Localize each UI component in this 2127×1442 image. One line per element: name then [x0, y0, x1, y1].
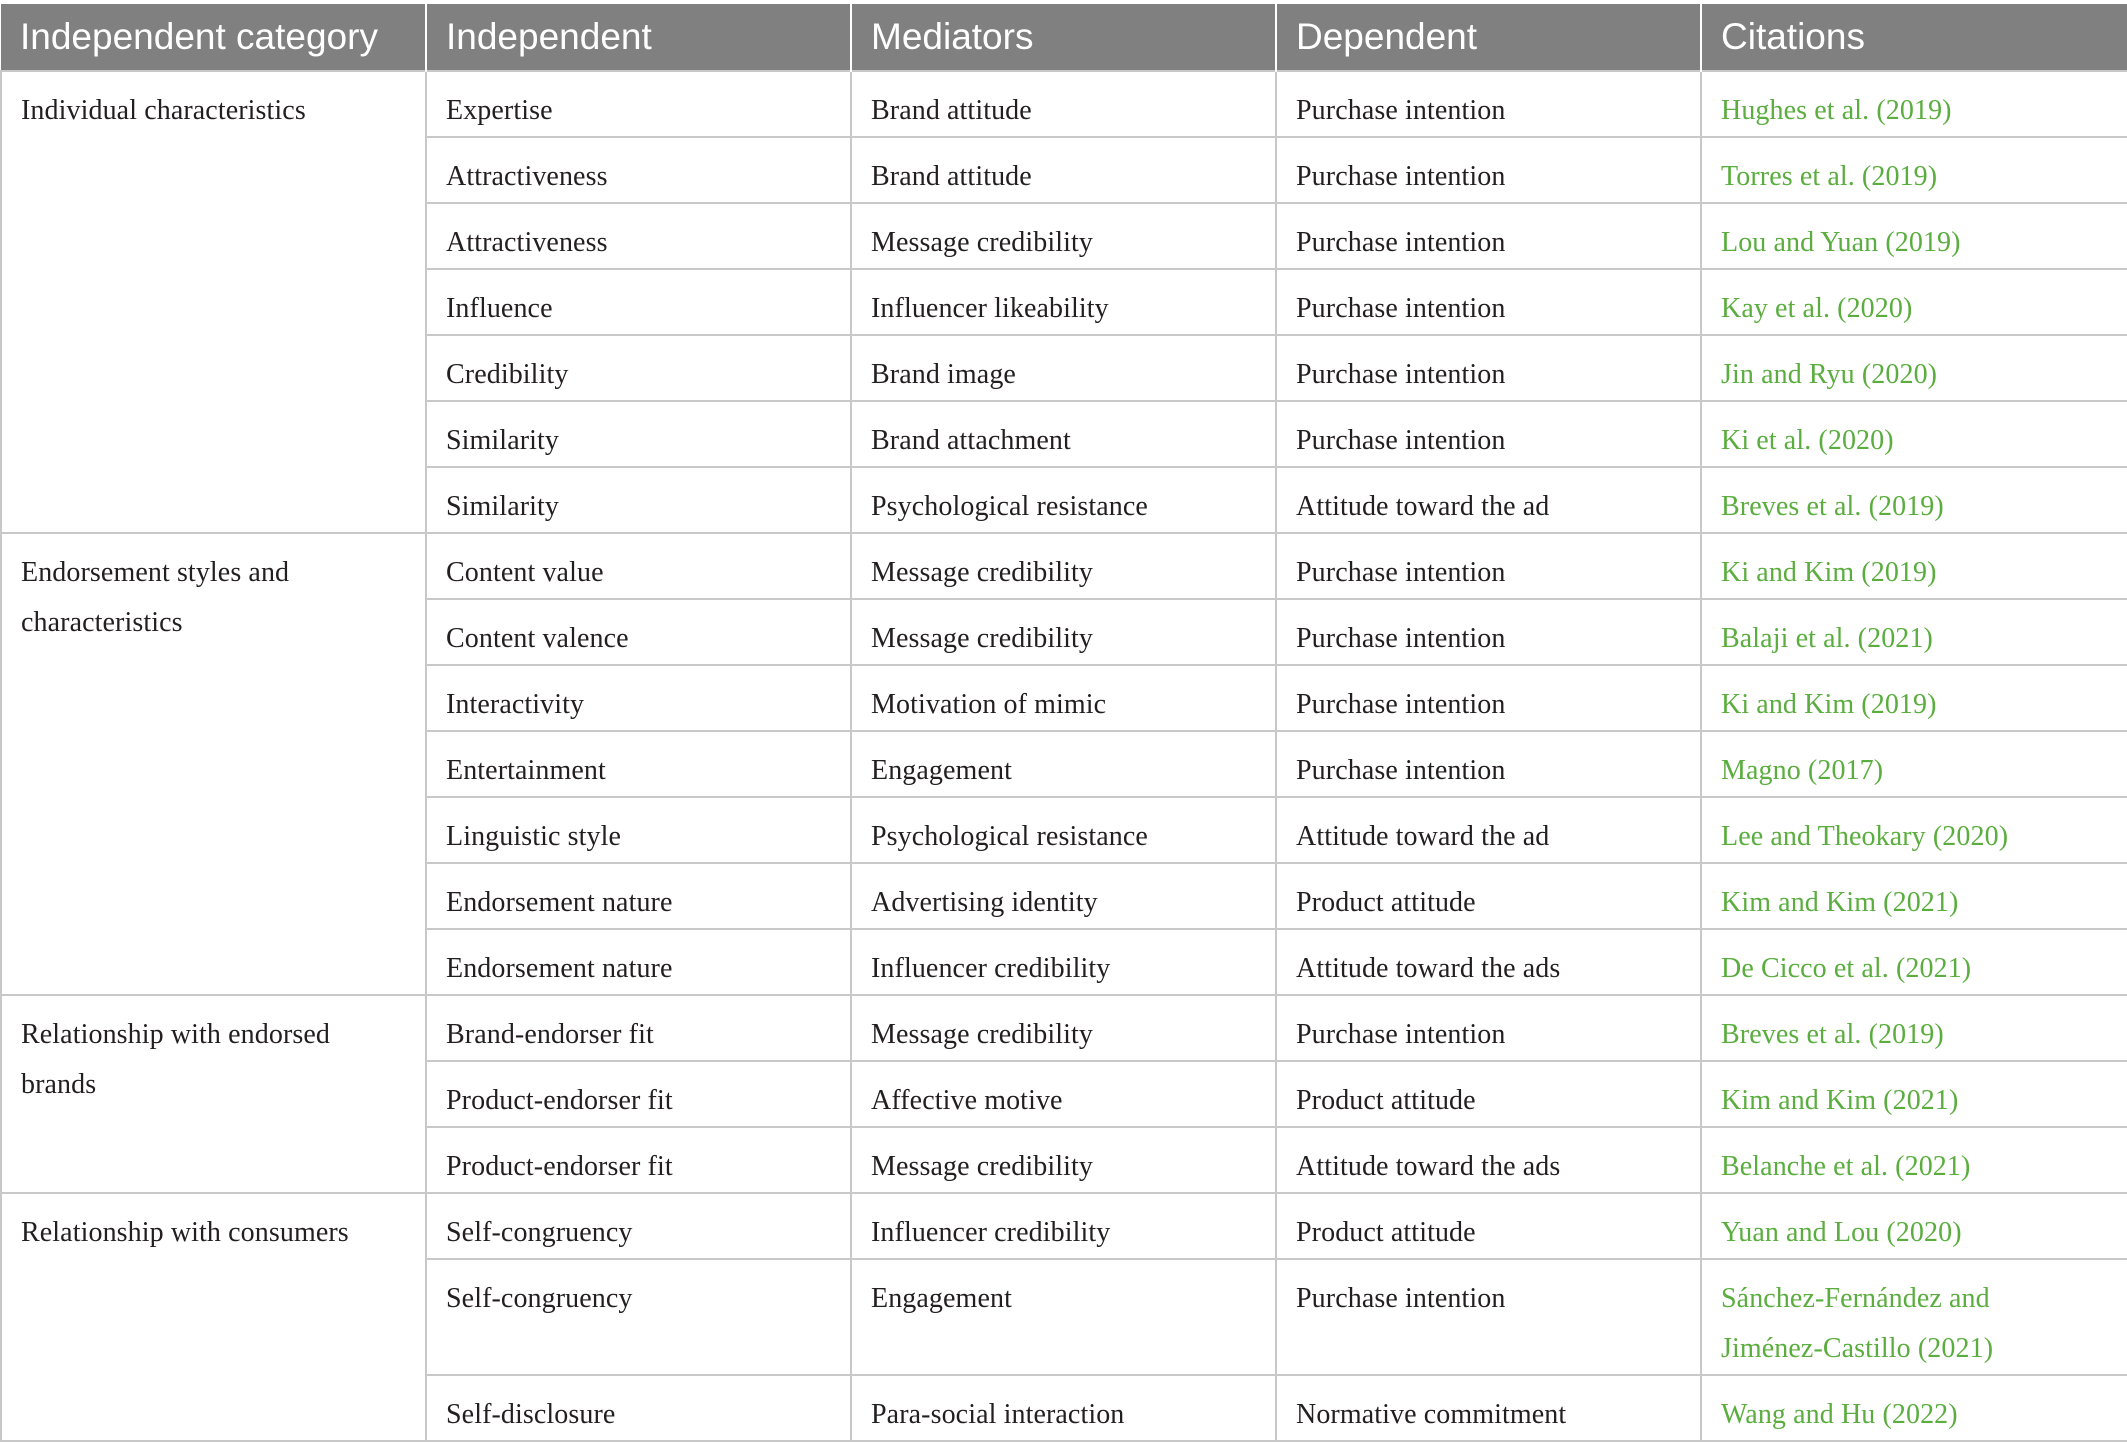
- independent-cell: Attractiveness: [426, 203, 851, 269]
- category-line: brands: [21, 1069, 97, 1100]
- mediator-cell: Advertising identity: [851, 863, 1276, 929]
- column-header-independent: Independent: [426, 4, 851, 71]
- mediator-cell: Engagement: [851, 731, 1276, 797]
- column-header-citations: Citations: [1701, 4, 2127, 71]
- header-row: [1, 4, 2127, 71]
- independent-cell: Brand-endorser fit: [426, 995, 851, 1061]
- table-body: [1, 71, 2127, 1441]
- independent-cell: Self-congruency: [426, 1259, 851, 1375]
- independent-cell: Product-endorser fit: [426, 1127, 851, 1193]
- table-row: [1, 71, 2127, 137]
- dependent-cell: Product attitude: [1276, 1193, 1701, 1259]
- mediator-cell: Brand attitude: [851, 137, 1276, 203]
- dependent-cell: Product attitude: [1276, 863, 1701, 929]
- mediator-cell: Influencer credibility: [851, 929, 1276, 995]
- table-row: [1, 533, 2127, 599]
- citation-link[interactable]: Lou and Yuan (2019): [1701, 203, 2127, 269]
- independent-cell: Entertainment: [426, 731, 851, 797]
- mediator-cell: Message credibility: [851, 533, 1276, 599]
- independent-cell: Self-disclosure: [426, 1375, 851, 1441]
- independent-cell: Influence: [426, 269, 851, 335]
- table-container: [0, 4, 2127, 1442]
- citation-link[interactable]: De Cicco et al. (2021): [1701, 929, 2127, 995]
- mediator-cell: Message credibility: [851, 599, 1276, 665]
- citation-link[interactable]: Jin and Ryu (2020): [1701, 335, 2127, 401]
- dependent-cell: Purchase intention: [1276, 599, 1701, 665]
- mediator-cell: Motivation of mimic: [851, 665, 1276, 731]
- column-header-independent-category: Independent category: [1, 4, 426, 71]
- mediator-cell: Message credibility: [851, 203, 1276, 269]
- independent-cell: Content valence: [426, 599, 851, 665]
- independent-cell: Content value: [426, 533, 851, 599]
- citation-link[interactable]: Ki et al. (2020): [1701, 401, 2127, 467]
- dependent-cell: Attitude toward the ad: [1276, 467, 1701, 533]
- independent-cell: Similarity: [426, 467, 851, 533]
- citation-link[interactable]: Kay et al. (2020): [1701, 269, 2127, 335]
- dependent-cell: Purchase intention: [1276, 269, 1701, 335]
- citation-link[interactable]: Ki and Kim (2019): [1701, 665, 2127, 731]
- independent-cell: Product-endorser fit: [426, 1061, 851, 1127]
- dependent-cell: Product attitude: [1276, 1061, 1701, 1127]
- category-cell: Relationship with consumers: [1, 1193, 426, 1441]
- category-cell: Individual characteristics: [1, 71, 426, 533]
- dependent-cell: Purchase intention: [1276, 137, 1701, 203]
- dependent-cell: Purchase intention: [1276, 401, 1701, 467]
- citation-link[interactable]: Yuan and Lou (2020): [1701, 1193, 2127, 1259]
- dependent-cell: Attitude toward the ads: [1276, 929, 1701, 995]
- dependent-cell: Purchase intention: [1276, 1259, 1701, 1375]
- mediator-cell: Para-social interaction: [851, 1375, 1276, 1441]
- independent-cell: Credibility: [426, 335, 851, 401]
- independent-cell: Interactivity: [426, 665, 851, 731]
- table-row: [1, 1193, 2127, 1259]
- category-line: Relationship with endorsed: [21, 1019, 331, 1050]
- mediator-cell: Brand image: [851, 335, 1276, 401]
- citation-link[interactable]: Wang and Hu (2022): [1701, 1375, 2127, 1441]
- dependent-cell: Purchase intention: [1276, 995, 1701, 1061]
- citation-link[interactable]: Torres et al. (2019): [1701, 137, 2127, 203]
- mediator-cell: Message credibility: [851, 1127, 1276, 1193]
- independent-cell: Similarity: [426, 401, 851, 467]
- independent-cell: Endorsement nature: [426, 929, 851, 995]
- dependent-cell: Attitude toward the ads: [1276, 1127, 1701, 1193]
- independent-cell: Linguistic style: [426, 797, 851, 863]
- dependent-cell: Purchase intention: [1276, 203, 1701, 269]
- table-header: [1, 4, 2127, 71]
- independent-cell: Expertise: [426, 71, 851, 137]
- citation-link[interactable]: Breves et al. (2019): [1701, 467, 2127, 533]
- dependent-cell: Normative commitment: [1276, 1375, 1701, 1441]
- mediator-cell: Influencer credibility: [851, 1193, 1276, 1259]
- citation-link[interactable]: Lee and Theokary (2020): [1701, 797, 2127, 863]
- mediator-cell: Message credibility: [851, 995, 1276, 1061]
- mediator-cell: Psychological resistance: [851, 467, 1276, 533]
- mediator-cell: Engagement: [851, 1259, 1276, 1375]
- citation-link[interactable]: Kim and Kim (2021): [1701, 1061, 2127, 1127]
- citation-link[interactable]: Belanche et al. (2021): [1701, 1127, 2127, 1193]
- independent-cell: Self-congruency: [426, 1193, 851, 1259]
- category-cell: [1, 533, 426, 995]
- mediator-cell: Brand attitude: [851, 71, 1276, 137]
- citation-link[interactable]: Ki and Kim (2019): [1701, 533, 2127, 599]
- independent-cell: Endorsement nature: [426, 863, 851, 929]
- mediator-cell: Brand attachment: [851, 401, 1276, 467]
- citation-line[interactable]: Sánchez-Fernández and: [1721, 1283, 1990, 1314]
- mediator-cell: Psychological resistance: [851, 797, 1276, 863]
- citation-link[interactable]: Hughes et al. (2019): [1701, 71, 2127, 137]
- dependent-cell: Purchase intention: [1276, 335, 1701, 401]
- independent-cell: Attractiveness: [426, 137, 851, 203]
- category-cell: [1, 995, 426, 1193]
- research-table: [0, 4, 2127, 1442]
- citation-link[interactable]: [1701, 1259, 2127, 1375]
- category-line: characteristics: [21, 607, 183, 638]
- citation-link[interactable]: Balaji et al. (2021): [1701, 599, 2127, 665]
- category-line: Endorsement styles and: [21, 557, 290, 588]
- mediator-cell: Affective motive: [851, 1061, 1276, 1127]
- dependent-cell: Attitude toward the ad: [1276, 797, 1701, 863]
- dependent-cell: Purchase intention: [1276, 665, 1701, 731]
- citation-link[interactable]: Breves et al. (2019): [1701, 995, 2127, 1061]
- citation-line[interactable]: Jiménez-Castillo (2021): [1721, 1333, 1994, 1364]
- mediator-cell: Influencer likeability: [851, 269, 1276, 335]
- dependent-cell: Purchase intention: [1276, 731, 1701, 797]
- dependent-cell: Purchase intention: [1276, 533, 1701, 599]
- citation-link[interactable]: Kim and Kim (2021): [1701, 863, 2127, 929]
- dependent-cell: Purchase intention: [1276, 71, 1701, 137]
- column-header-mediators: Mediators: [851, 4, 1276, 71]
- column-header-dependent: Dependent: [1276, 4, 1701, 71]
- table-row: [1, 995, 2127, 1061]
- citation-link[interactable]: Magno (2017): [1701, 731, 2127, 797]
